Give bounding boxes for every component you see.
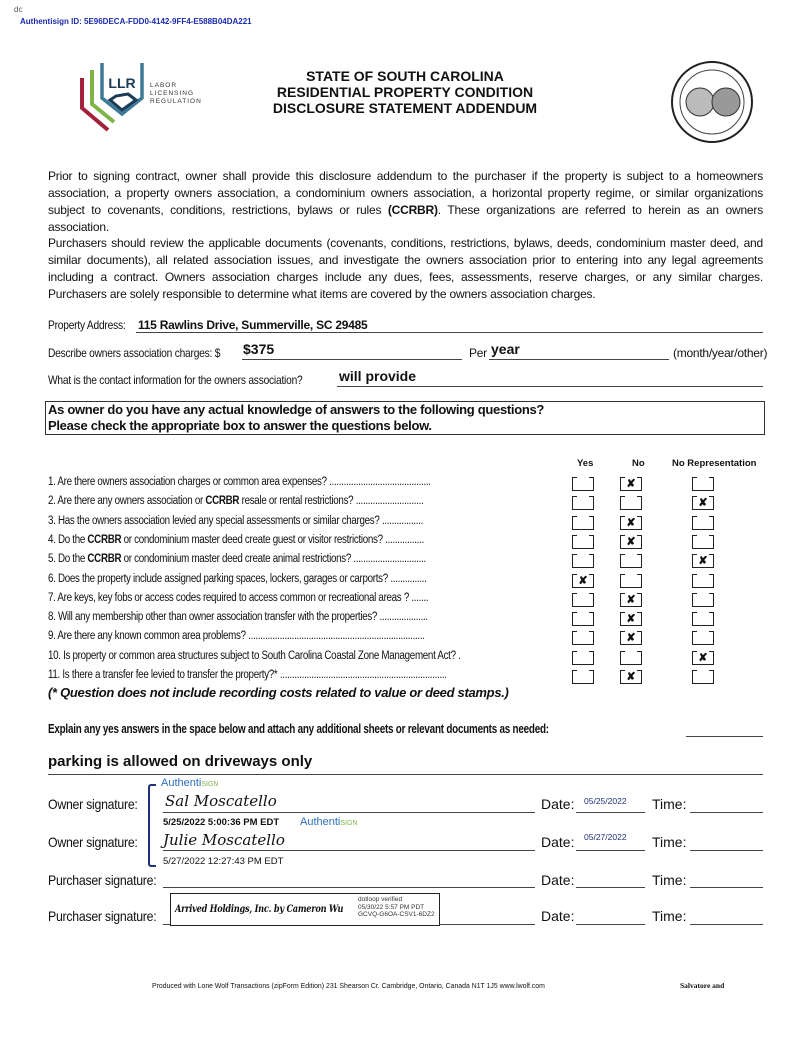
owner1-date[interactable]: 05/25/2022 bbox=[584, 796, 627, 806]
checkbox-no-representation[interactable] bbox=[692, 554, 714, 567]
checkbox-no-representation[interactable] bbox=[692, 516, 714, 529]
time-label: Time: bbox=[652, 872, 687, 888]
check-mark-icon: ✘ bbox=[698, 497, 708, 510]
checkbox-no[interactable] bbox=[620, 574, 642, 587]
question-text: 11. Is there a transfer fee levied to transfer the property?* ..................................................................... bbox=[48, 669, 447, 681]
question-box bbox=[45, 401, 765, 435]
owner2-timestamp: 5/27/2022 12:27:43 PM EDT bbox=[163, 856, 284, 867]
logo-line2: LICENSING bbox=[150, 90, 195, 97]
corner-mark: dc bbox=[14, 5, 23, 14]
purchaser2-signature: Arrived Holdings, Inc. by Cameron Wu bbox=[175, 903, 344, 915]
checkbox-yes[interactable] bbox=[572, 670, 594, 683]
contact-field[interactable]: will provide bbox=[339, 368, 417, 384]
checkbox-no[interactable] bbox=[620, 554, 642, 567]
checkbox-no-representation[interactable] bbox=[692, 574, 714, 587]
question-text: 2. Are there any owners association or CCRBR resale or rental restrictions? ............................ bbox=[48, 495, 424, 508]
time-label: Time: bbox=[652, 908, 687, 924]
time-label: Time: bbox=[652, 796, 687, 812]
address-label: Property Address: bbox=[48, 318, 126, 332]
checkbox-yes[interactable] bbox=[572, 496, 594, 509]
checkbox-no[interactable] bbox=[620, 593, 642, 606]
intro-paragraph-1: Prior to signing contract, owner shall provide this disclosure addendum to the purchaser if the property is subject to a homeowners association, a property owners association, a condominium owners association, a horizontal property regime, or similar organizations subject to covenants, conditions, restrictions, bylaws or rules (CCRBR). These organizations are referred to herein as an owners association. bbox=[48, 169, 764, 234]
llr-logo bbox=[78, 58, 208, 133]
checkbox-yes[interactable] bbox=[572, 535, 594, 548]
checkbox-no[interactable] bbox=[620, 516, 642, 529]
check-mark-icon: ✘ bbox=[626, 632, 636, 645]
authentisign-id: Authentisign ID: 5E96DECA-FDD0-4142-9FF4-E588B04DA221 bbox=[20, 17, 252, 26]
checkbox-no-representation[interactable] bbox=[692, 612, 714, 625]
question-text: 10. Is property or common area structures subject to South Carolina Coastal Zone Management Act? . bbox=[48, 649, 461, 662]
footer-produced: Produced with Lone Wolf Transactions (zipForm Edition) 231 Shearson Cr. Cambridge, Ontario, Canada N1T 1J5 www.lwolf.com bbox=[152, 981, 545, 990]
explain-field[interactable]: parking is allowed on driveways only bbox=[48, 753, 313, 770]
svg-text:LLR: LLR bbox=[108, 75, 136, 91]
per-field[interactable]: year bbox=[491, 341, 520, 357]
date-label: Date: bbox=[541, 796, 575, 812]
explain-label: Explain any yes answers in the space below and attach any additional sheets or relevant documents as needed: bbox=[48, 721, 549, 736]
checkbox-no-representation[interactable] bbox=[692, 631, 714, 644]
date-label: Date: bbox=[541, 872, 575, 888]
checkbox-yes[interactable] bbox=[572, 593, 594, 606]
authentisign-logo: AuthentiSIGN bbox=[161, 777, 219, 789]
checkbox-no-representation[interactable] bbox=[692, 535, 714, 548]
charges-label: Describe owners association charges: $ bbox=[48, 346, 221, 360]
time-label: Time: bbox=[652, 834, 687, 850]
authentisign-bracket bbox=[148, 784, 156, 867]
checkbox-no[interactable] bbox=[620, 670, 642, 683]
check-mark-icon: ✘ bbox=[626, 535, 636, 548]
checkbox-no-representation[interactable] bbox=[692, 477, 714, 490]
owner1-signature[interactable]: Sal Moscatello bbox=[165, 792, 277, 810]
question-text: 9. Are there any known common area problems? ......................................................................... bbox=[48, 630, 425, 643]
checkbox-yes[interactable] bbox=[572, 554, 594, 567]
per-label: Per bbox=[469, 346, 487, 360]
checkbox-no[interactable] bbox=[620, 651, 642, 664]
checkbox-no-representation[interactable] bbox=[692, 651, 714, 664]
owner1-timestamp: 5/25/2022 5:00:36 PM EDT bbox=[163, 817, 280, 828]
checkbox-yes[interactable] bbox=[572, 612, 594, 625]
checkbox-no[interactable] bbox=[620, 535, 642, 548]
checkbox-yes[interactable] bbox=[572, 651, 594, 664]
check-mark-icon: ✘ bbox=[578, 574, 588, 587]
question-text: 7. Are keys, key fobs or access codes required to access common or recreational areas ? ....... bbox=[48, 591, 429, 604]
charges-field[interactable]: $375 bbox=[243, 341, 275, 357]
column-no: No bbox=[632, 458, 645, 469]
title-line: RESIDENTIAL PROPERTY CONDITION bbox=[276, 84, 534, 100]
intro-paragraph-2: Purchasers should review the applicable documents (covenants, conditions, restrictions, bylaws, deeds, condominium master deed, and similar documents), all related association issues, and investigate the owners association prior to entering into any legal agreements including a contract. Owners association charges include any dues, fees, assessments, reserve charges, or any similar charges. Purchasers are solely responsible to determine what items are covered by the owners association charges. bbox=[48, 236, 763, 301]
owner2-signature[interactable]: Julie Moscatello bbox=[163, 831, 285, 849]
checkbox-no[interactable] bbox=[620, 477, 642, 490]
dotloop-signature-box[interactable] bbox=[170, 893, 440, 926]
question-text: 5. Do the CCRBR or condominium master deed create animal restrictions? .............................. bbox=[48, 553, 426, 566]
checkbox-yes[interactable] bbox=[572, 574, 594, 587]
title-line: DISCLOSURE STATEMENT ADDENDUM bbox=[272, 100, 538, 116]
dotloop-verification: dotloop verified 05/30/22 5:57 PM PDT GCVQ-G6OA-CSV1-6DZ2 bbox=[358, 896, 435, 918]
check-mark-icon: ✘ bbox=[626, 613, 636, 626]
check-mark-icon: ✘ bbox=[626, 593, 636, 606]
check-mark-icon: ✘ bbox=[626, 478, 636, 490]
checkbox-no-representation[interactable] bbox=[692, 670, 714, 683]
per-hint: (month/year/other) bbox=[673, 346, 768, 360]
date-label: Date: bbox=[541, 834, 575, 850]
question-text: 4. Do the CCRBR or condominium master deed create guest or visitor restrictions? ................ bbox=[48, 533, 424, 546]
purchaser-signature-label: Purchaser signature: bbox=[48, 872, 157, 888]
checkbox-no[interactable] bbox=[620, 612, 642, 625]
checkbox-yes[interactable] bbox=[572, 477, 594, 490]
checkbox-yes[interactable] bbox=[572, 631, 594, 644]
logo-line3: REGULATION bbox=[150, 98, 202, 105]
question-text: 1. Are there owners association charges or common area expenses? .......................................... bbox=[48, 476, 431, 488]
question-box-line: As owner do you have any actual knowledge of answers to the following questions? bbox=[48, 402, 545, 417]
check-mark-icon: ✘ bbox=[698, 651, 708, 664]
check-mark-icon: ✘ bbox=[626, 671, 636, 683]
checkbox-yes[interactable] bbox=[572, 516, 594, 529]
check-mark-icon: ✘ bbox=[626, 516, 636, 529]
owner-signature-label: Owner signature: bbox=[48, 796, 138, 812]
contact-label: What is the contact information for the owners association? bbox=[48, 373, 303, 387]
logo-line1: LABOR bbox=[150, 82, 178, 89]
checkbox-no[interactable] bbox=[620, 631, 642, 644]
checkbox-no-representation[interactable] bbox=[692, 496, 714, 509]
page-title bbox=[220, 68, 590, 116]
purchaser-signature-label: Purchaser signature: bbox=[48, 908, 157, 924]
note: (* Question does not include recording costs related to value or deed stamps.) bbox=[48, 685, 509, 700]
question-box-line: Please check the appropriate box to answer the questions below. bbox=[48, 418, 432, 433]
checkbox-no[interactable] bbox=[620, 496, 642, 509]
authentisign-logo: AuthentiSIGN bbox=[300, 816, 358, 828]
question-text: 6. Does the property include assigned parking spaces, lockers, garages or carports? ............... bbox=[48, 572, 427, 585]
footer-file: Salvatore and bbox=[680, 981, 725, 990]
date-label: Date: bbox=[541, 908, 575, 924]
purchaser1-signature-line[interactable] bbox=[163, 887, 535, 888]
checkbox-no-representation[interactable] bbox=[692, 593, 714, 606]
question-text: 8. Will any membership other than owner association transfer with the properties? .................... bbox=[48, 611, 428, 624]
question-text: 3. Has the owners association levied any special assessments or similar charges? ................. bbox=[48, 514, 424, 527]
check-mark-icon: ✘ bbox=[698, 555, 708, 568]
column-no-representation: No Representation bbox=[672, 458, 757, 469]
address-field[interactable]: 115 Rawlins Drive, Summerville, SC 29485 bbox=[138, 318, 368, 332]
state-seal bbox=[670, 60, 755, 150]
owner2-date[interactable]: 05/27/2022 bbox=[584, 832, 627, 842]
owner-signature-label: Owner signature: bbox=[48, 834, 138, 850]
column-yes: Yes bbox=[577, 458, 594, 469]
title-line: STATE OF SOUTH CAROLINA bbox=[306, 68, 504, 84]
